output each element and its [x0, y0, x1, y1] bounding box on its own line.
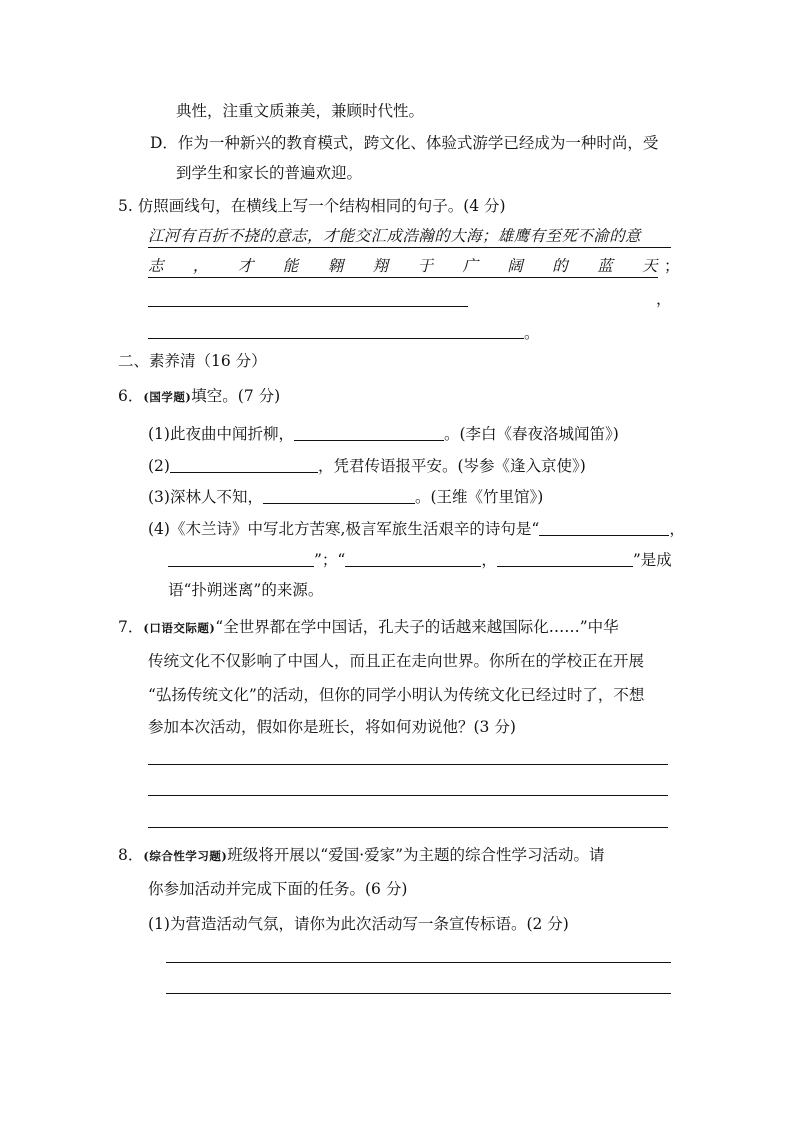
q5-model-char: 阔 — [507, 257, 524, 275]
q7-number: 7． — [118, 618, 144, 636]
q7-line3: “弘扬传统文化”的活动，但你的同学小明认为传统文化已经过时了，不想 — [148, 686, 645, 704]
q7-answer-line3[interactable] — [148, 827, 668, 828]
q5-model-char: 于 — [417, 257, 434, 275]
q5-answer-line2[interactable] — [148, 338, 524, 339]
q6-item3-prompt: (3)深林人不知， — [148, 488, 263, 506]
q6-item3-blank[interactable] — [263, 489, 415, 504]
q8-line2: 你参加活动并完成下面的任务。(6 分) — [148, 880, 408, 898]
q5-stem: 5. 仿照画线句，在横线上写一个结构相同的句子。(4 分) — [118, 197, 506, 215]
q8-type-tag: (综合性学习题) — [143, 849, 228, 863]
q6-item3 — [148, 489, 543, 506]
q5-model-char: 的 — [552, 257, 569, 275]
q6-item3-source: 。(王维《竹里馆》) — [414, 488, 544, 506]
q7-line2: 传统文化不仅影响了中国人，而且正在走向世界。你所在的学校正在开展 — [148, 652, 645, 670]
q8-line1 — [118, 848, 605, 864]
q4-option-d-line2: 到学生和家长的普遍欢迎。 — [176, 164, 363, 182]
q6-item4-line2 — [168, 552, 672, 569]
q6-item4-comma: ， — [669, 520, 685, 538]
q6-item2-blank[interactable] — [170, 458, 318, 473]
q5-model-sentence-line2 — [148, 259, 658, 278]
q5-model-char: 才 — [237, 257, 254, 275]
q5-model-char: 蓝 — [597, 257, 613, 275]
q7-type-tag: (口语交际题) — [143, 621, 216, 635]
q6-item4-comma2: ， — [481, 551, 497, 569]
q6-type-tag: (国学题) — [143, 390, 192, 404]
q4-option-d-line1: D．作为一种新兴的教育模式，跨文化、体验式游学已经成为一种时尚，受 — [150, 134, 659, 152]
q6-item1 — [148, 426, 619, 443]
q6-item4-quote-sep: ”；“ — [314, 551, 346, 569]
q6-item1-blank[interactable] — [294, 426, 444, 441]
q5-model-char: 天 — [641, 257, 658, 275]
q7-text1: “全世界都在学中国话，孔夫子的话越来越国际化……”中华 — [215, 618, 619, 636]
q8-answer-line1[interactable] — [166, 962, 671, 963]
q4-option-c-continuation: 典性，注重文质兼美，兼顾时代性。 — [176, 102, 425, 120]
q5-answer-line1[interactable] — [148, 306, 468, 307]
q7-line4: 参加本次活动，假如你是班长，将如何劝说他？(3 分) — [148, 718, 516, 736]
q7-answer-line1[interactable] — [148, 764, 668, 765]
q5-model-char: 翱 — [327, 257, 344, 275]
q6-stem: 填空。(7 分) — [191, 387, 281, 405]
q8-sub1: (1)为营造活动气氛，请你为此次活动写一条宣传标语。(2 分) — [148, 915, 569, 933]
section-title: 二、素养清（16 分） — [118, 352, 267, 370]
q7-answer-line2[interactable] — [148, 795, 668, 796]
q6-item4-blank3[interactable] — [345, 552, 481, 567]
q6-number: 6． — [118, 387, 144, 405]
q6-item4-prompt: (4)《木兰诗》中写北方苦寒,极言军旅生活艰辛的诗句是“ — [148, 520, 540, 538]
q5-model-char: 能 — [282, 257, 299, 275]
q5-semicolon: ； — [664, 257, 680, 275]
q5-model-sentence-chars — [148, 259, 658, 278]
q5-model-char: 志 — [148, 257, 164, 275]
q5-comma: ， — [656, 290, 672, 308]
q6-item2 — [148, 458, 586, 475]
q6-item4-blank4[interactable] — [497, 552, 633, 567]
q6-item1-prompt: (1)此夜曲中闻折柳， — [148, 425, 294, 443]
q6-item4-line1 — [148, 521, 685, 538]
q8-text1: 班级将开展以“爱国·爱家”为主题的综合性学习活动。请 — [227, 846, 605, 864]
q6-item2-number: (2) — [148, 457, 170, 475]
q5-model-sentence-line1: 江河有百折不挠的意志，才能交汇成浩瀚的大海；雄鹰有至死不渝的意 — [148, 229, 671, 248]
q6-item1-source: 。(李白《春夜洛城闻笛》) — [443, 425, 619, 443]
q6-item4-blank2[interactable] — [168, 552, 314, 567]
q8-number: 8． — [118, 846, 144, 864]
q6-item4-tail: ”是成 — [632, 551, 672, 569]
q6-item4-line3: 语“扑朔迷离”的来源。 — [168, 581, 324, 599]
q5-period: 。 — [524, 324, 540, 342]
q6-heading — [118, 389, 280, 405]
q5-model-char: ， — [192, 257, 209, 275]
q8-answer-line2[interactable] — [166, 993, 671, 994]
q5-model-char: 广 — [462, 257, 479, 275]
q7-line1 — [118, 620, 619, 636]
q6-item2-rest: ，凭君传语报平安。(岑参《逢入京使》) — [317, 457, 586, 475]
q6-item4-blank1[interactable] — [539, 521, 669, 536]
q5-model-char: 翔 — [372, 257, 389, 275]
